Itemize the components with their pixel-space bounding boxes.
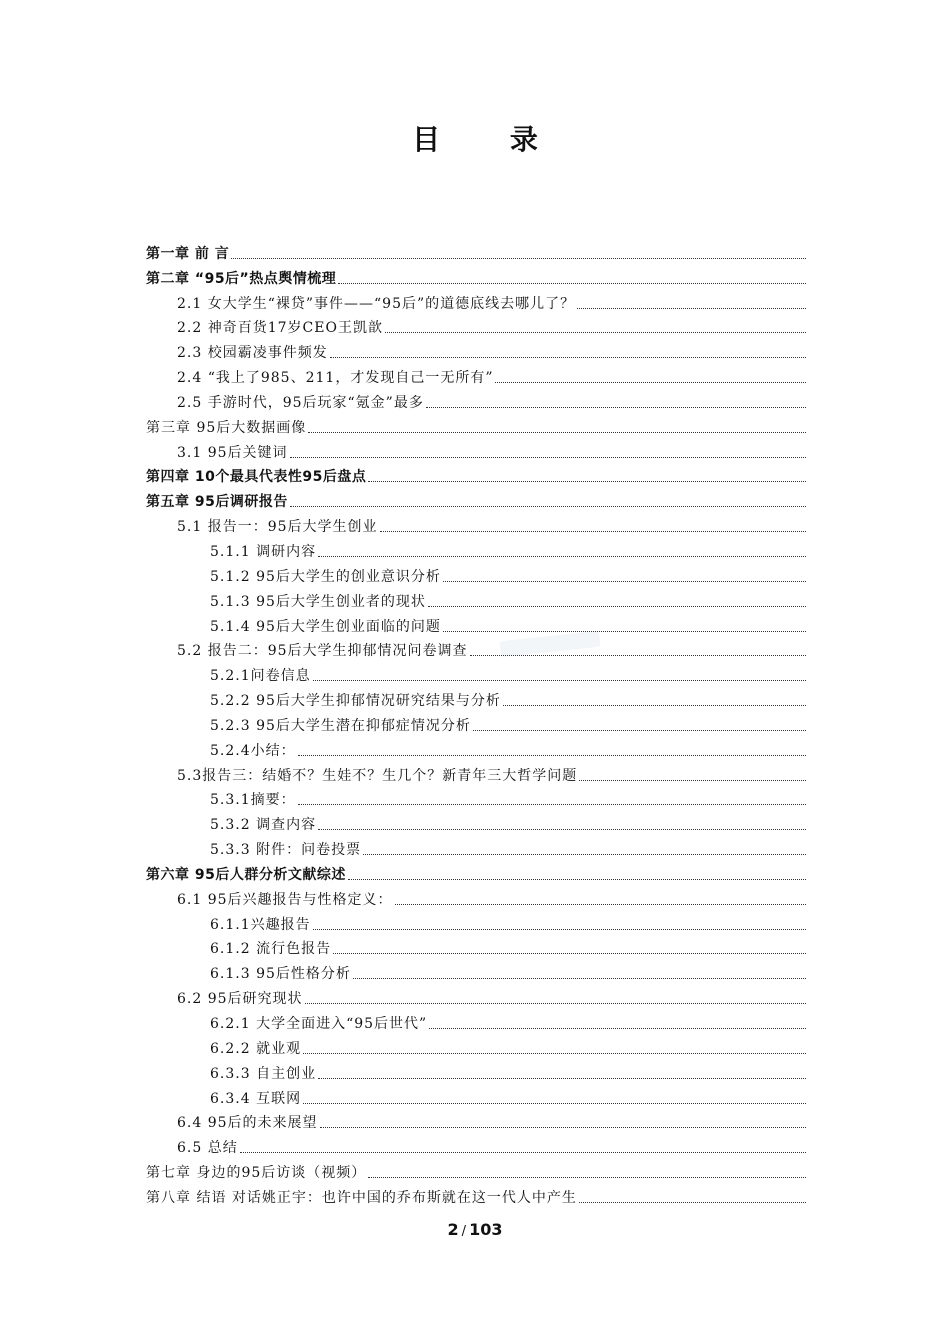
toc-entry-label: 第三章 95后大数据画像 [146,419,307,436]
toc-entry[interactable] [146,1183,806,1208]
toc-entry[interactable] [146,835,806,860]
toc-entry-label: 6.1.1兴趣报告 [210,916,311,933]
toc-entry-label: 第五章 95后调研报告 [146,494,288,511]
toc-leader-dots [330,357,806,358]
toc-entry[interactable] [146,289,806,314]
toc-entry-label: 6.2 95后研究现状 [177,991,303,1008]
toc-entry-label: 5.1.3 95后大学生创业者的现状 [210,593,426,610]
toc-leader-dots [380,531,806,532]
toc-entry[interactable] [146,363,806,388]
toc-entry[interactable] [146,388,806,413]
toc-leader-dots [305,1003,806,1004]
toc-entry[interactable] [146,910,806,935]
toc-entry[interactable] [146,487,806,512]
toc-leader-dots [318,829,806,830]
toc-entry[interactable] [146,885,806,910]
toc-entry-label: 6.1.3 95后性格分析 [210,966,351,983]
toc-leader-dots [577,308,806,309]
toc-entry[interactable] [146,810,806,835]
toc-entry-label: 5.2.1问卷信息 [210,668,311,685]
toc-entry[interactable] [146,711,806,736]
toc-entry[interactable] [146,1133,806,1158]
toc-entry-label: 6.3.3 自主创业 [210,1065,317,1082]
toc-leader-dots [320,1127,806,1128]
toc-entry[interactable] [146,761,806,786]
toc-leader-dots [495,382,806,383]
page-number [0,1220,950,1239]
toc-entry[interactable] [146,637,806,662]
toc-leader-dots [308,432,806,433]
toc-entry-label: 5.2 报告二：95后大学生抑郁情况问卷调查 [177,643,468,660]
toc-entry[interactable] [146,1059,806,1084]
toc-leader-dots [470,655,806,656]
toc-leader-dots [298,755,806,756]
toc-entry-label: 第七章 身边的95后访谈（视频） [146,1165,367,1182]
toc-entry-label: 第四章 10个最具代表性95后盘点 [146,469,367,486]
toc-entry-label: 5.2.4小结： [210,742,296,759]
toc-leader-dots [473,730,806,731]
page-title: 目 录 [412,123,568,156]
toc-entry[interactable] [146,239,806,264]
toc-leader-dots [313,680,806,681]
toc-leader-dots [318,1078,806,1079]
toc-entry[interactable] [146,1009,806,1034]
toc-entry-label: 5.1 报告一：95后大学生创业 [177,519,378,536]
toc-leader-dots [429,1028,806,1029]
toc-entry-label: 5.3.2 调查内容 [210,817,317,834]
toc-entry-label: 5.2.3 95后大学生潜在抑郁症情况分析 [210,717,471,734]
toc-leader-dots [290,506,806,507]
toc-entry-label: 2.4 “我上了985、211，才发现自己一无所有” [177,370,494,387]
toc-leader-dots [443,581,806,582]
toc-entry[interactable] [146,338,806,363]
toc-entry-label: 5.1.1 调研内容 [210,543,317,560]
toc-entry[interactable] [146,661,806,686]
toc-leader-dots [290,457,806,458]
toc-entry[interactable] [146,984,806,1009]
toc-entry-label: 5.3.1摘要： [210,792,296,809]
toc-entry-label: 6.3.4 互联网 [210,1090,302,1107]
toc-leader-dots [579,1202,806,1203]
toc-entry-label: 5.3报告三：结婚不？生娃不？生几个？新青年三大哲学问题 [177,767,578,784]
toc-leader-dots [395,904,806,905]
toc-entry-label: 5.2.2 95后大学生抑郁情况研究结果与分析 [210,693,501,710]
toc-leader-dots [303,1103,806,1104]
table-of-contents [146,239,806,1208]
toc-leader-dots [318,556,806,557]
toc-entry-label: 2.1 女大学生“裸贷”事件——“95后”的道德底线去哪儿了？ [177,295,576,312]
toc-leader-dots [426,407,806,408]
toc-leader-dots [579,780,806,781]
toc-leader-dots [428,606,806,607]
toc-entry[interactable] [146,935,806,960]
toc-entry-label: 6.4 95后的未来展望 [177,1115,318,1132]
toc-entry[interactable] [146,860,806,885]
toc-entry[interactable] [146,1084,806,1109]
toc-entry[interactable] [146,686,806,711]
toc-entry-label: 5.1.4 95后大学生创业面临的问题 [210,618,441,635]
toc-entry[interactable] [146,413,806,438]
toc-entry-label: 6.5 总结 [177,1140,238,1157]
toc-entry[interactable] [146,562,806,587]
toc-leader-dots [240,1152,806,1153]
toc-entry-label: 2.5 手游时代，95后玩家“氪金”最多 [177,394,424,411]
toc-entry[interactable] [146,463,806,488]
toc-leader-dots [303,1053,806,1054]
toc-leader-dots [231,258,806,259]
toc-leader-dots [368,1177,806,1178]
toc-entry[interactable] [146,1109,806,1134]
toc-entry[interactable] [146,959,806,984]
toc-entry[interactable] [146,537,806,562]
toc-entry-label: 第一章 前 言 [146,245,230,262]
toc-entry-label: 3.1 95后关键词 [177,444,288,461]
toc-leader-dots [443,631,806,632]
toc-entry[interactable] [146,1034,806,1059]
toc-entry-label: 6.1.2 流行色报告 [210,941,332,958]
toc-leader-dots [298,804,806,805]
page-separator: / [461,1224,467,1239]
toc-entry-label: 第六章 95后人群分析文献综述 [146,866,346,883]
toc-entry-label: 2.2 神奇百货17岁CEO王凯歆 [177,320,383,337]
toc-leader-dots [338,283,806,284]
page-current: 2 [447,1220,459,1239]
page-total: 103 [469,1220,503,1239]
toc-entry-label: 6.2.1 大学全面进入“95后世代” [210,1016,428,1032]
toc-entry[interactable] [146,612,806,637]
toc-leader-dots [503,705,806,706]
toc-entry[interactable] [146,786,806,811]
toc-leader-dots [363,854,806,855]
toc-leader-dots [348,879,806,880]
toc-entry-label: 第八章 结语 对话姚正宇：也许中国的乔布斯就在这一代人中产生 [146,1189,577,1206]
toc-entry[interactable] [146,512,806,537]
toc-entry[interactable] [146,736,806,761]
toc-entry-label: 5.1.2 95后大学生的创业意识分析 [210,568,441,585]
toc-entry[interactable] [146,438,806,463]
toc-leader-dots [368,481,806,482]
toc-entry-label: 第二章 “95后”热点舆情梳理 [146,270,337,287]
toc-leader-dots [313,929,806,930]
toc-entry-label: 6.2.2 就业观 [210,1040,302,1057]
toc-entry-label: 5.3.3 附件：问卷投票 [210,842,362,859]
toc-entry-label: 6.1 95后兴趣报告与性格定义： [177,891,393,908]
toc-entry[interactable] [146,587,806,612]
toc-entry[interactable] [146,1158,806,1183]
toc-leader-dots [385,332,806,333]
toc-leader-dots [333,953,806,954]
toc-leader-dots [353,978,806,979]
toc-entry[interactable] [146,264,806,289]
toc-entry-label: 2.3 校园霸凌事件频发 [177,345,328,362]
toc-entry[interactable] [146,314,806,339]
